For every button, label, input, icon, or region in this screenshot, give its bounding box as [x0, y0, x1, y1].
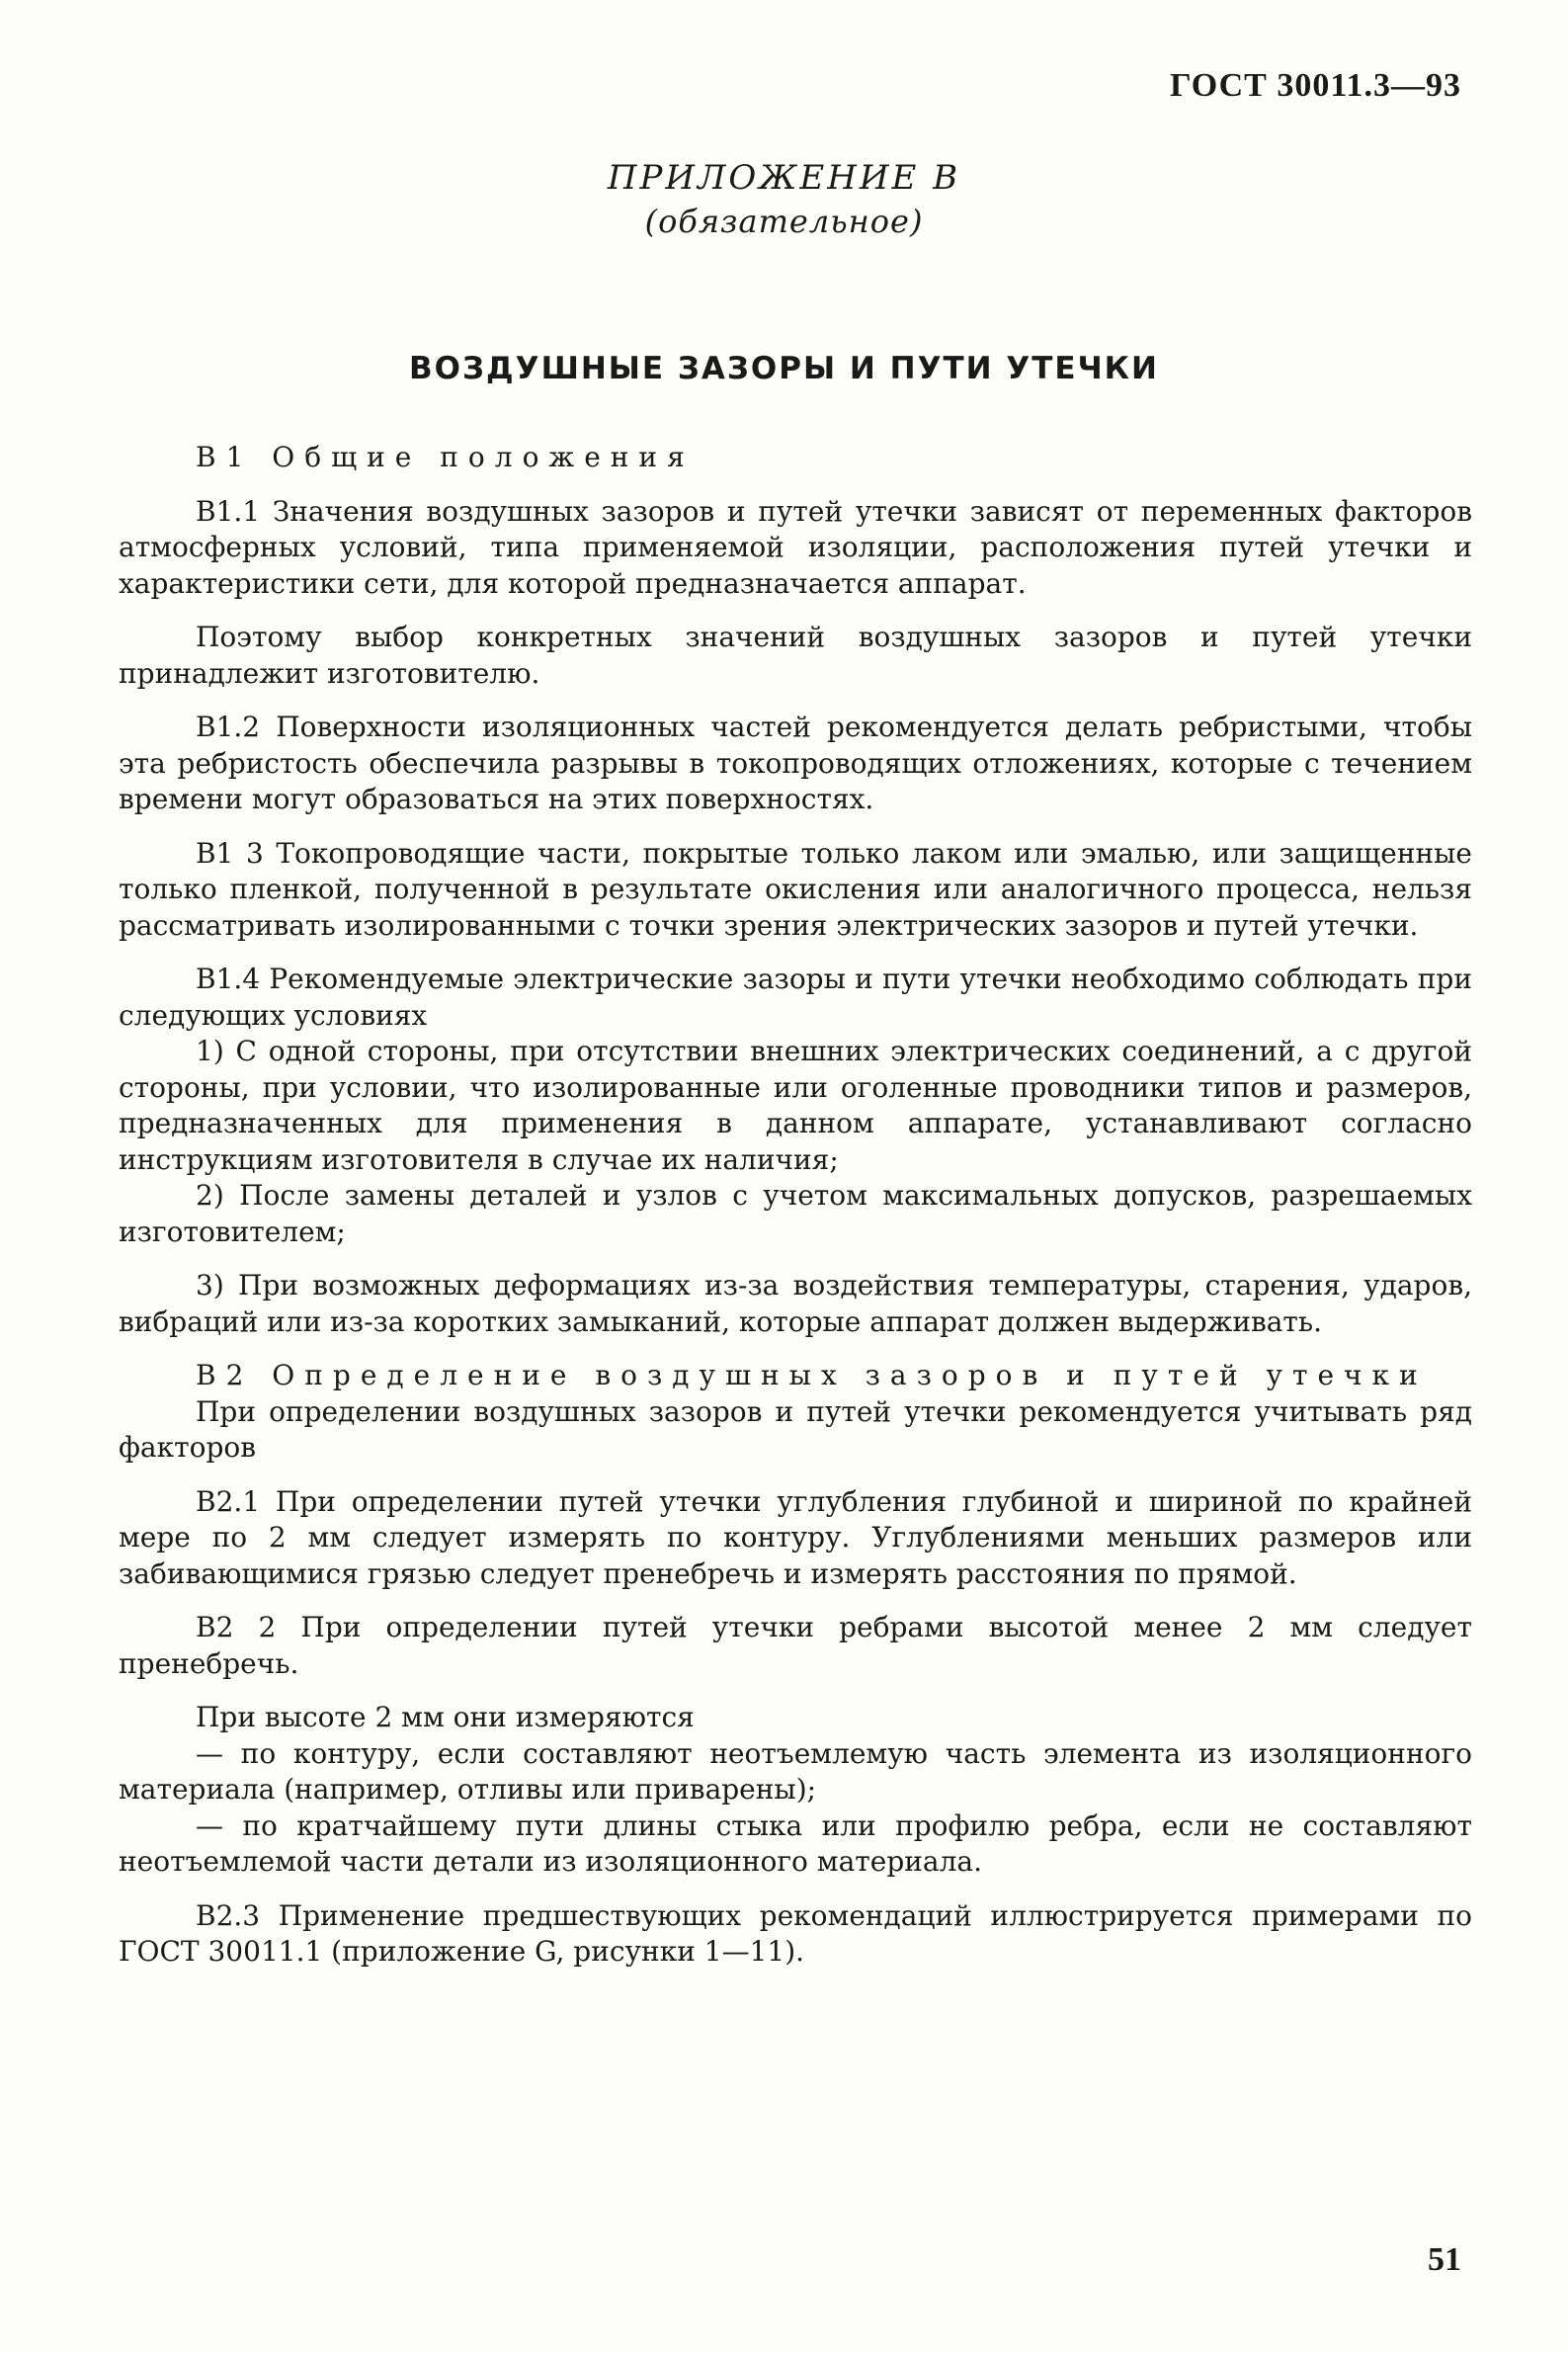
paragraph-b1-1-cont: Поэтому выбор конкретных значений воздушных зазоров и путей утечки принадлежит изготовителю.	[119, 621, 1472, 690]
paragraph-b1-1: В1.1 Значения воздушных зазоров и путей утечки зависят от переменных факторов атмосферных условий, типа применяемой изоляции, расположения путей утечки и характеристики сети, для которой предназначается аппарат.	[119, 494, 1472, 600]
dash-item-1: — по контуру, если составляют неотъемлемую часть элемента из изоляционного материала (например, отливы или приварены);	[119, 1736, 1472, 1806]
list-item-3: 3) При возможных деформациях из-за воздействия температуры, старения, ударов, вибраций или из-за коротких замыканий, которые аппарат должен выдерживать.	[119, 1269, 1472, 1338]
paragraph-b2-1: В2.1 При определении путей утечки углубления глубиной и шириной по крайней мере по 2 мм следует измерять по контуру. Углублениями меньших размеров или забивающимися грязью следует пренебречь и измерять расстояния по прямой.	[119, 1484, 1472, 1590]
list-item-2: 2) После замены деталей и узлов с учетом максимальных допусков, разрешаемых изготовителем;	[119, 1179, 1472, 1248]
document-body	[119, 440, 1472, 1971]
annex-subtitle: (обязательное)	[644, 203, 924, 240]
section-heading-b1: В1 Общие положения	[196, 441, 695, 473]
page-number: 51	[1428, 2241, 1461, 2278]
paragraph-b1-3: В1 3 Токопроводящие части, покрытые только лаком или эмалью, или защищенные только пленкой, полученной в результате окисления или аналогичного процесса, нельзя рассматривать изолированными с точки зрения электрических зазоров и путей утечки.	[119, 836, 1472, 942]
paragraph-b2-intro: При определении воздушных зазоров и путей утечки рекомендуется учитывать ряд факторов	[119, 1394, 1472, 1464]
paragraph-b2-2: В2 2 При определении путей утечки ребрами высотой менее 2 мм следует пренебречь.	[119, 1611, 1472, 1680]
dash-item-2: — по кратчайшему пути длины стыка или профилю ребра, если не составляют неотъемлемой части детали из изоляционного материала.	[119, 1808, 1472, 1878]
paragraph-b2-3: В2.3 Применение предшествующих рекомендаций иллюстрируется примерами по ГОСТ 30011.1 (приложение G, рисунки 1—11).	[119, 1898, 1472, 1968]
annex-title: ПРИЛОЖЕНИЕ В	[607, 158, 961, 198]
paragraph-b2-2-cont: При высоте 2 мм они измеряются	[196, 1701, 695, 1733]
paragraph-b1-2: В1.2 Поверхности изоляционных частей рекомендуется делать ребристыми, чтобы эта ребристость обеспечила разрывы в токопроводящих отложениях, которые с течением времени могут образоваться на этих поверхностях.	[119, 711, 1472, 815]
paragraph-b1-4: В1.4 Рекомендуемые электрические зазоры и пути утечки необходимо соблюдать при следующих условиях	[119, 963, 1472, 1032]
document-code: ГОСТ 30011.3—93	[1169, 67, 1461, 104]
section-heading-b2: В2 Определение воздушных зазоров и путей утечки	[196, 1359, 1428, 1391]
section-title: ВОЗДУШНЫЕ ЗАЗОРЫ И ПУТИ УТЕЧКИ	[409, 351, 1159, 386]
list-item-1: 1) С одной стороны, при отсутствии внешних электрических соединений, а с другой стороны, при условии, что изолированные или оголенные проводники типов и размеров, предназначенных для применения в данном аппарате, устанавливают согласно инструкциям изготовителя в случае их наличия;	[119, 1035, 1472, 1176]
